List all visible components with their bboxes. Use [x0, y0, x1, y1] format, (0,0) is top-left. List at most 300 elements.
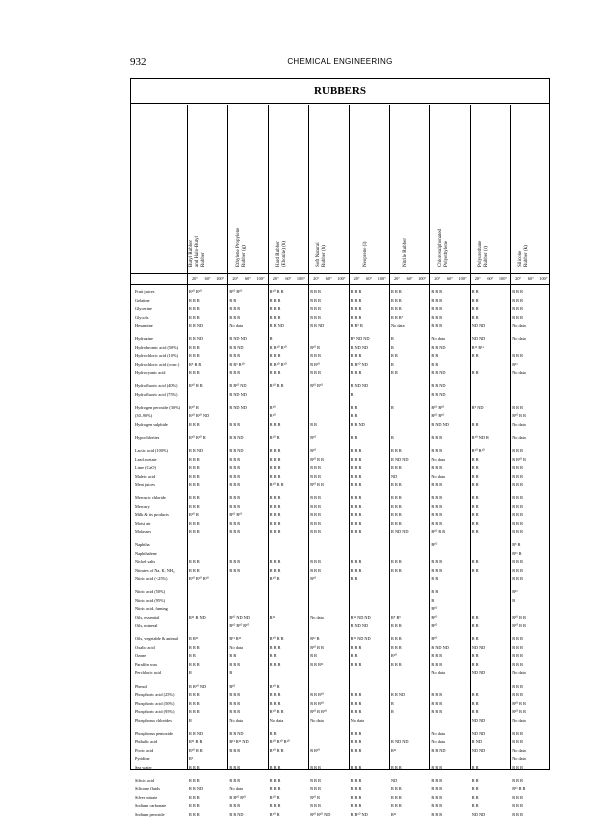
table-cell: R⁵ R⁵ [391, 614, 401, 620]
table-cell: R R R [350, 529, 362, 535]
table-cell: R⁵ ND [471, 404, 484, 410]
row-label: Oxalic acid [135, 644, 155, 650]
table-cell: R¹⁰ R [269, 794, 280, 800]
table-cell: R R R [391, 520, 402, 526]
table-cell: R¹¹ R R [189, 739, 203, 745]
column-header-label: Chlorosulphonated Polyethylene [437, 228, 449, 267]
temperature-header: 20° [313, 276, 320, 281]
column-header [470, 105, 510, 271]
table-cell: R R R [431, 559, 443, 565]
table-cell: R R R [189, 421, 200, 427]
table-cell: R R R [229, 559, 241, 565]
temperature-header: 20° [474, 276, 481, 281]
table-cell: R R R [431, 434, 443, 440]
table-cell: R R [471, 289, 479, 294]
table-cell: R R R [512, 482, 523, 487]
table-cell: R¹¹ [512, 361, 518, 367]
table-cell: R¹¹ R R [512, 786, 526, 792]
table-cell: R [431, 597, 435, 603]
row-label: Nitric acid (95%) [135, 597, 166, 603]
table-cell: R R R [269, 370, 281, 376]
table-cell: R R R [310, 370, 321, 376]
table-cell: R R⁹ R [350, 323, 363, 328]
table-cell: No data [512, 747, 526, 753]
column-header [187, 105, 227, 271]
table-cell: R R R [350, 495, 362, 501]
row-label: Phenol [135, 683, 147, 689]
column-header [510, 105, 550, 271]
table-cell: R R R [391, 448, 402, 453]
table-cell: R R R [512, 503, 523, 509]
table-cell: R R R [512, 811, 523, 817]
table-cell: R¹⁰ R¹⁰ R¹⁰ [269, 739, 290, 745]
table-cell: R R R [431, 653, 443, 659]
table-cell: R R ND [189, 730, 204, 736]
table-cell: No data [512, 670, 526, 676]
row-label: Phosphorus pentoxide [135, 730, 174, 736]
table-cell: R R ND [229, 344, 244, 350]
table-cell: R¹⁰ [431, 636, 438, 642]
table-cell: R R [471, 764, 479, 770]
table-cell: R¹⁰ [391, 653, 397, 659]
table-cell: R R R [512, 473, 523, 479]
table-cell: R R R [512, 404, 523, 410]
table-cell: R R R [350, 747, 362, 753]
temperature-header: 60° [406, 276, 413, 281]
table-cell: R¹⁰ R¹⁰ ND [189, 413, 210, 419]
temperature-header: 60° [366, 276, 373, 281]
temperature-header: 100° [539, 276, 548, 281]
table-cell: R R R [350, 803, 362, 809]
table-cell: R ND ND [229, 404, 247, 410]
row-label: (30–90%) [135, 413, 153, 419]
table-cell: R R¹⁰ [310, 747, 321, 753]
table-cell: R¹⁰ [431, 606, 438, 612]
temperature-header: 60° [244, 276, 251, 281]
row-label: Ozone [135, 653, 147, 659]
table-cell: R R R [269, 473, 281, 479]
table-cell: R [189, 670, 192, 676]
table-cell: R R¹⁰ ND [229, 383, 247, 389]
table-cell: R R¹¹ [189, 636, 199, 642]
row-label: Hydrofluoric acid (75%) [135, 391, 178, 397]
table-cell: R¹⁰ [310, 576, 317, 582]
column-divider [510, 105, 511, 769]
table-cell: R¹¹ [391, 811, 397, 817]
table-cell: R R R [310, 473, 321, 479]
table-cell: R R R [350, 794, 362, 800]
table-cell: R R¹⁰ ND [189, 683, 207, 689]
table-cell: R R R [431, 794, 443, 800]
table-cell: R R¹⁰ R¹⁰ [269, 361, 287, 367]
table-cell: R R R [269, 661, 281, 667]
table-cell: R R R [512, 559, 523, 565]
row-label: Nitric acid (50%) [135, 589, 166, 595]
header-rule [131, 284, 549, 285]
table-cell: R R R [391, 559, 402, 565]
row-label: Mercury [135, 503, 150, 509]
column-header-label: Ethylene Propylene Rubber (g) [235, 227, 247, 267]
table-cell: ND ND [471, 747, 486, 753]
table-cell: R R R [431, 661, 443, 667]
table-cell: R R R [350, 764, 362, 770]
page-number: 932 [130, 56, 147, 68]
column-divider [187, 105, 188, 769]
table-cell: R [512, 597, 516, 603]
table-cell: ND ND [471, 323, 486, 328]
table-cell: R R R [189, 803, 200, 809]
column-header [268, 105, 308, 271]
table-cell: R R R [229, 803, 241, 809]
table-cell: R R ND [391, 692, 406, 697]
row-label: Pyridine [135, 756, 150, 762]
table-cell: ND ND [471, 717, 486, 723]
table-cell: R¹¹ [512, 589, 518, 595]
header-rule [131, 273, 549, 274]
column-header [389, 105, 429, 271]
temperature-header: 100° [256, 276, 265, 281]
table-cell: R R [350, 404, 358, 410]
table-cell: R¹⁰ R¹⁰ ND [310, 811, 331, 817]
table-cell: R [391, 404, 394, 410]
table-cell: R¹¹ ND ND [350, 636, 371, 642]
temperature-header: 60° [446, 276, 453, 281]
column-header-label: Neoprene (i) [362, 241, 368, 267]
table-cell: R¹¹ [391, 747, 397, 753]
table-cell: R R R [269, 456, 281, 462]
table-cell: R [189, 717, 192, 723]
table-cell: R R R [512, 739, 523, 745]
table-cell: R R R [189, 777, 200, 783]
table-cell: R R [471, 567, 479, 573]
table-cell: R R [471, 353, 479, 359]
table-cell: R R R [431, 289, 443, 294]
table-cell: R R R [512, 297, 523, 303]
table-cell: R R R [229, 503, 241, 509]
table-cell: R R R [269, 764, 281, 770]
table-cell: R R R [431, 811, 443, 817]
temperature-header: 60° [325, 276, 332, 281]
table-cell: R R [471, 306, 479, 311]
table-cell: R R R [431, 495, 443, 501]
table-cell: R R R [269, 692, 281, 697]
table-cell: R R R [512, 512, 523, 518]
table-cell: R R R [350, 289, 362, 294]
table-cell: R R R [350, 559, 362, 565]
table-cell: R¹⁰ R R [512, 700, 526, 706]
row-label: Milk & its products [135, 512, 169, 518]
table-cell: R R [471, 777, 479, 783]
table-cell: R ND ND [350, 383, 369, 389]
table-cell: R R [471, 465, 479, 470]
table-cell: R [391, 709, 394, 714]
table-cell: R R [471, 495, 479, 501]
table-cell: R ND ND [431, 421, 449, 427]
table-cell: No data [431, 473, 445, 479]
table-cell: R [391, 344, 394, 350]
table-cell: R R R [269, 306, 281, 311]
table-cell: R R R [512, 448, 523, 453]
temperature-header: 100° [337, 276, 346, 281]
table-cell: R R [310, 653, 317, 659]
table-cell: R¹⁰ R R [269, 747, 284, 753]
row-label: Silver nitrate [135, 794, 158, 800]
table-cell: R¹¹ R¹¹ ND [229, 739, 249, 745]
table-cell: R R R [189, 503, 200, 509]
table-cell: R¹⁰ R [189, 404, 199, 410]
table-cell: R R¹⁰ [310, 361, 321, 367]
table-cell: R R R [391, 306, 402, 311]
table-cell: R R R [350, 297, 362, 303]
table-cell: R R R [269, 700, 281, 706]
table-cell: R R R [350, 448, 362, 453]
table-cell: R¹⁰ R¹⁰ [431, 413, 445, 419]
column-divider [268, 105, 269, 769]
row-label: Silicone fluids [135, 786, 160, 792]
row-label: Lactic acid (100%) [135, 448, 168, 453]
table-cell: R R R¹⁰ [310, 700, 324, 706]
table-cell: R R R [229, 314, 241, 320]
temperature-header: 20° [353, 276, 360, 281]
table-cell: R R R [431, 503, 443, 509]
table-cell: ND ND [471, 811, 486, 817]
table-cell: R R ND [189, 323, 204, 328]
table-cell: R R [269, 730, 277, 736]
table-cell: R R R [269, 465, 281, 470]
table-cell: R R R [512, 353, 523, 359]
table-cell: R¹⁰ R¹⁰ [229, 289, 243, 294]
table-cell: R R R¹⁰ [310, 692, 324, 697]
table-cell: R R R [431, 323, 443, 328]
table-cell: R R R [512, 314, 523, 320]
table-cell: R R R [189, 692, 200, 697]
table-cell: R¹⁰ R¹⁰ R¹⁰ [189, 576, 209, 582]
table-cell: R R R [512, 576, 523, 582]
table-cell: R R [310, 421, 317, 427]
table-cell: R R ND [431, 344, 446, 350]
table-cell: ND ND [471, 336, 486, 342]
table-cell: R¹⁰ R¹⁰ [229, 512, 243, 518]
column-header-label: Polyurethane Rubber (r) [477, 240, 489, 267]
table-cell: R¹⁰ R [310, 344, 321, 350]
table-cell: R R R [269, 644, 281, 650]
table-cell: R R [471, 786, 479, 792]
row-label: Naphthalene [135, 550, 157, 556]
table-cell: R R R [512, 495, 523, 501]
table-cell: R R [350, 413, 358, 419]
table-cell: R R ND [189, 786, 204, 792]
table-cell: R R [471, 692, 479, 697]
row-label: Oils, vegetable & animal [135, 636, 178, 642]
table-cell: R R R [269, 512, 281, 518]
table-cell: R R¹⁰ ND [350, 361, 368, 367]
table-cell: No data [229, 644, 243, 650]
temperature-header: 100° [216, 276, 225, 281]
table-cell: ND ND [471, 644, 486, 650]
table-cell: R R [471, 661, 479, 667]
table-cell: R R¹⁰ R [512, 456, 526, 462]
row-label: Gelatine [135, 297, 150, 303]
table-cell: R R [471, 700, 479, 706]
row-label: Phosphorus chlorides [135, 717, 172, 723]
table-cell: R R R [310, 567, 321, 573]
table-cell: R¹⁰ R R [512, 623, 526, 629]
table-cell: R¹⁰ R [269, 683, 280, 689]
table-cell: R R R [269, 559, 281, 565]
table-cell: R R [431, 589, 439, 595]
table-cell: ND ND [471, 670, 486, 676]
row-label: Lime (CaO) [135, 465, 156, 470]
table-cell: R¹¹ ND ND [350, 614, 371, 620]
table-cell: R R [229, 297, 237, 303]
row-label: Sea water [135, 764, 152, 770]
table-cell: R¹⁰ R [189, 512, 199, 518]
table-cell: R R R [391, 465, 402, 470]
row-label: Picric acid [135, 747, 154, 753]
table-cell: R R R [431, 764, 443, 770]
table-cell: R [269, 336, 273, 342]
table-cell: No data [229, 786, 243, 792]
row-label: Nitrates of Na, K, NH₃ [135, 567, 175, 573]
row-label: Hydrocyanic acid [135, 370, 166, 376]
column-header-label: Butyl Rubber and Halo-Butyl Rubber [189, 236, 207, 267]
table-cell: R R R [229, 465, 241, 470]
table-cell: R R R [512, 803, 523, 809]
table-cell: R R R [431, 567, 443, 573]
column-divider [227, 105, 228, 769]
table-cell: R¹⁰ R¹⁰ [431, 404, 445, 410]
table-cell: R R R [189, 306, 200, 311]
table-cell: R R [431, 576, 439, 582]
table-cell: R R R [431, 297, 443, 303]
table-cell: R¹⁰ [269, 413, 276, 419]
table-cell: R R R [391, 567, 402, 573]
table-cell: R [391, 361, 394, 367]
table-cell: R R ND [350, 421, 365, 427]
table-cell: R R R [391, 803, 402, 809]
table-cell: R ND ND [391, 456, 409, 462]
column-header [429, 105, 469, 271]
table-cell: R¹⁰ R R [269, 636, 284, 642]
table-cell: R R R [512, 777, 523, 783]
rubbers-table [130, 78, 550, 817]
table-cell: R¹⁰ R R [310, 482, 324, 487]
table-cell: R¹⁰ R R [431, 529, 446, 535]
table-cell: R R [471, 314, 479, 320]
row-label: Moist air [135, 520, 151, 526]
table-cell: R R [471, 473, 479, 479]
table-cell: R R R [431, 692, 443, 697]
table-cell: R R R [512, 520, 523, 526]
table-cell: R R R [310, 764, 321, 770]
table-cell: R¹⁰ R R¹⁰ [310, 709, 327, 714]
table-cell: R R ND [431, 391, 446, 397]
table-cell: R R R [310, 777, 321, 783]
table-cell: R¹¹ R ND [189, 614, 206, 620]
table-cell: R R R [350, 473, 362, 479]
table-cell: R R R [391, 623, 402, 629]
row-label: Phosphoric acid (50%) [135, 700, 175, 706]
table-cell: R R R [350, 661, 362, 667]
table-cell: R R [431, 361, 439, 367]
table-cell: R R ND [229, 811, 244, 817]
table-cell: R R R [512, 692, 523, 697]
table-cell: R R R [189, 764, 200, 770]
table-cell: R R R [512, 644, 523, 650]
table-cell: R R R [512, 306, 523, 311]
table-cell: R R R [189, 353, 200, 359]
row-label: Fruit juices [135, 289, 155, 294]
table-cell: R¹⁰ R¹⁰ R [189, 434, 206, 440]
temperature-header: 100° [377, 276, 386, 281]
table-cell: R [229, 670, 233, 676]
table-cell: R R R [269, 495, 281, 501]
table-cell: R R R [350, 786, 362, 792]
table-cell: R R R [189, 700, 200, 706]
row-label: Silicic acid [135, 777, 155, 783]
column-header [349, 105, 389, 271]
table-cell: R R R [229, 529, 241, 535]
table-cell: R R R [350, 503, 362, 509]
table-cell: R R R [229, 495, 241, 501]
table-cell: R¹⁰ R R [189, 747, 203, 753]
table-cell: R R R [350, 512, 362, 518]
row-label: Hypochlorites [135, 434, 160, 440]
table-cell: R R R [512, 730, 523, 736]
table-cell: R R R [310, 465, 321, 470]
column-header-label: Soft Natural Rubber (h) [316, 242, 328, 267]
temperature-header: 20° [515, 276, 522, 281]
temperature-header: 20° [434, 276, 441, 281]
table-cell: R¹⁰ R R [310, 456, 324, 462]
table-cell: R R R [189, 559, 200, 565]
table-cell: R R R [229, 567, 241, 573]
table-cell: ND ND [471, 730, 486, 736]
table-cell: R R R [229, 700, 241, 706]
table-cell: R ND [471, 739, 482, 745]
table-cell: R R R [229, 421, 241, 427]
temperature-header: 100° [458, 276, 467, 281]
table-cell: R¹⁰ R R [269, 383, 284, 389]
table-cell: R R R [269, 803, 281, 809]
table-cell: R R [471, 614, 479, 620]
row-label: Sodium peroxide [135, 811, 165, 817]
table-cell: No data [310, 614, 324, 620]
temperature-header: 60° [285, 276, 292, 281]
row-label: Perchloric acid [135, 670, 161, 676]
row-label: Hydrogen peroxide (30%) [135, 404, 181, 410]
row-label: Phosphoric acid (95%) [135, 709, 175, 714]
table-cell: R¹⁰ [269, 404, 276, 410]
table-cell: R R [350, 653, 358, 659]
temperature-header: 60° [527, 276, 534, 281]
table-cell: R R R [350, 730, 362, 736]
table-cell: No data [269, 717, 284, 723]
table-cell: R R R [391, 297, 402, 303]
table-cell: R¹⁰ R R [189, 383, 203, 389]
temperature-header: 60° [487, 276, 494, 281]
table-cell: R R R [431, 520, 443, 526]
table-cell: No data [350, 717, 365, 723]
table-cell: R R R⁷ [391, 314, 404, 320]
table-cell: No data [431, 336, 445, 342]
table-cell: R R R [269, 529, 281, 535]
table-cell: R R R [512, 794, 523, 800]
table-cell: R R R [512, 683, 523, 689]
table-cell: R R R [350, 567, 362, 573]
row-label: Hydrofluoric acid (40%) [135, 383, 178, 389]
table-cell: R R R [431, 803, 443, 809]
